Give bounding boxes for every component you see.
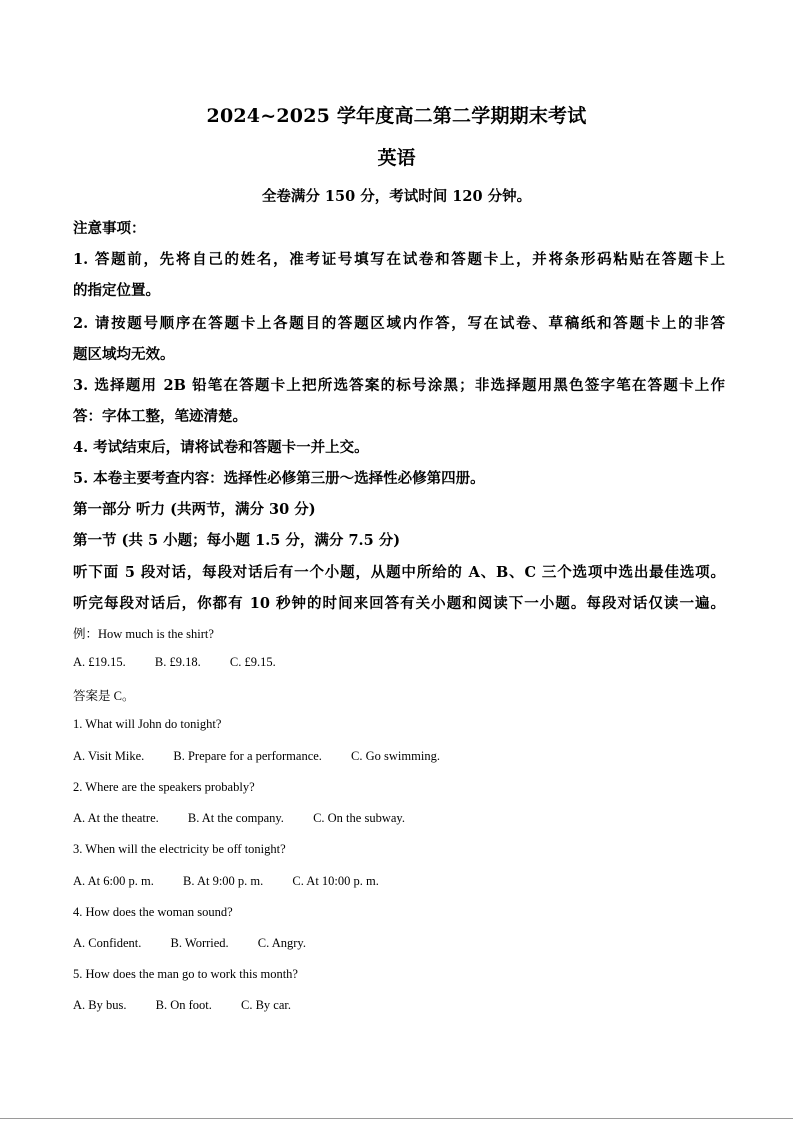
notice-item-4: 4. 考试结束后，请将试卷和答题卡一并上交。: [73, 439, 369, 456]
question-2: 2. Where are the speakers probably?: [73, 780, 255, 794]
score-info: 全卷满分 150 分，考试时间 120 分钟。: [261, 188, 532, 205]
example-options: [73, 655, 302, 670]
question-1: 1. What will John do tonight?: [73, 717, 222, 731]
notice-item-1-line-2: 的指定位置。: [73, 282, 160, 299]
section1-heading: 第一节 (共 5 小题；每小题 1.5 分，满分 7.5 分): [73, 532, 401, 549]
example-option-b: B. £9.18.: [154, 655, 201, 669]
example-option-c: C. £9.15.: [229, 655, 276, 669]
q1-option-a: A. Visit Mike.: [73, 749, 145, 763]
notice-item-2-line-2: 题区域均无效。: [73, 346, 175, 363]
notice-heading: 注意事项：: [73, 220, 146, 237]
notice-item-1-line-1: 1. 答题前，先将自己的姓名，准考证号填写在试卷和答题卡上，并将条形码粘贴在答题卡上: [73, 251, 725, 268]
question-4-options: [73, 936, 332, 951]
q1-option-b: B. Prepare for a performance.: [173, 749, 322, 763]
notice-item-2-line-1: 2. 请按题号顺序在答题卡上各题目的答题区域内作答，写在试卷、草稿纸和答题卡上的非答: [73, 315, 725, 332]
q5-option-c: C. By car.: [240, 998, 291, 1012]
example-option-a: A. £19.15.: [73, 655, 126, 669]
example-question: 例：How much is the shirt?: [73, 627, 214, 641]
q1-option-c: C. Go swimming.: [351, 749, 440, 763]
subject-title: 英语: [377, 147, 416, 169]
q3-option-b: B. At 9:00 p. m.: [183, 874, 264, 888]
question-3: 3. When will the electricity be off tonight?: [73, 842, 286, 856]
question-3-options: [73, 874, 405, 889]
q2-option-b: B. At the company.: [187, 811, 284, 825]
part1-heading: 第一部分 听力 (共两节，满分 30 分): [73, 501, 316, 518]
example-answer: 答案是 C。: [73, 689, 135, 703]
q4-option-b: B. Worried.: [170, 936, 229, 950]
q5-option-b: B. On foot.: [155, 998, 212, 1012]
question-1-options: [73, 749, 466, 764]
q3-option-c: C. At 10:00 p. m.: [292, 874, 379, 888]
question-5-options: [73, 998, 317, 1013]
notice-item-3-line-1: 3. 选择题用 2B 铅笔在答题卡上把所选答案的标号涂黑；非选择题用黑色签字笔在答题卡上作: [73, 377, 725, 394]
exam-title: 2024~2025 学年度高二第二学期期末考试: [206, 105, 587, 127]
q4-option-a: A. Confident.: [73, 936, 142, 950]
instruction-line-2: 听完每段对话后，你都有 10 秒钟的时间来回答有关小题和阅读下一小题。每段对话仅读一遍。: [73, 595, 725, 612]
question-4: 4. How does the woman sound?: [73, 905, 233, 919]
notice-item-5: 5. 本卷主要考查内容：选择性必修第三册～选择性必修第四册。: [73, 470, 485, 487]
question-2-options: [73, 811, 431, 826]
q5-option-a: A. By bus.: [73, 998, 127, 1012]
q2-option-a: A. At the theatre.: [73, 811, 159, 825]
page-bottom-divider: [0, 1118, 793, 1119]
instruction-line-1: 听下面 5 段对话，每段对话后有一个小题，从题中所给的 A、B、C 三个选项中选出最佳选项。: [73, 564, 725, 581]
notice-item-3-line-2: 答：字体工整，笔迹清楚。: [73, 408, 247, 425]
q2-option-c: C. On the subway.: [313, 811, 405, 825]
q4-option-c: C. Angry.: [257, 936, 306, 950]
question-5: 5. How does the man go to work this month?: [73, 967, 298, 981]
q3-option-a: A. At 6:00 p. m.: [73, 874, 154, 888]
